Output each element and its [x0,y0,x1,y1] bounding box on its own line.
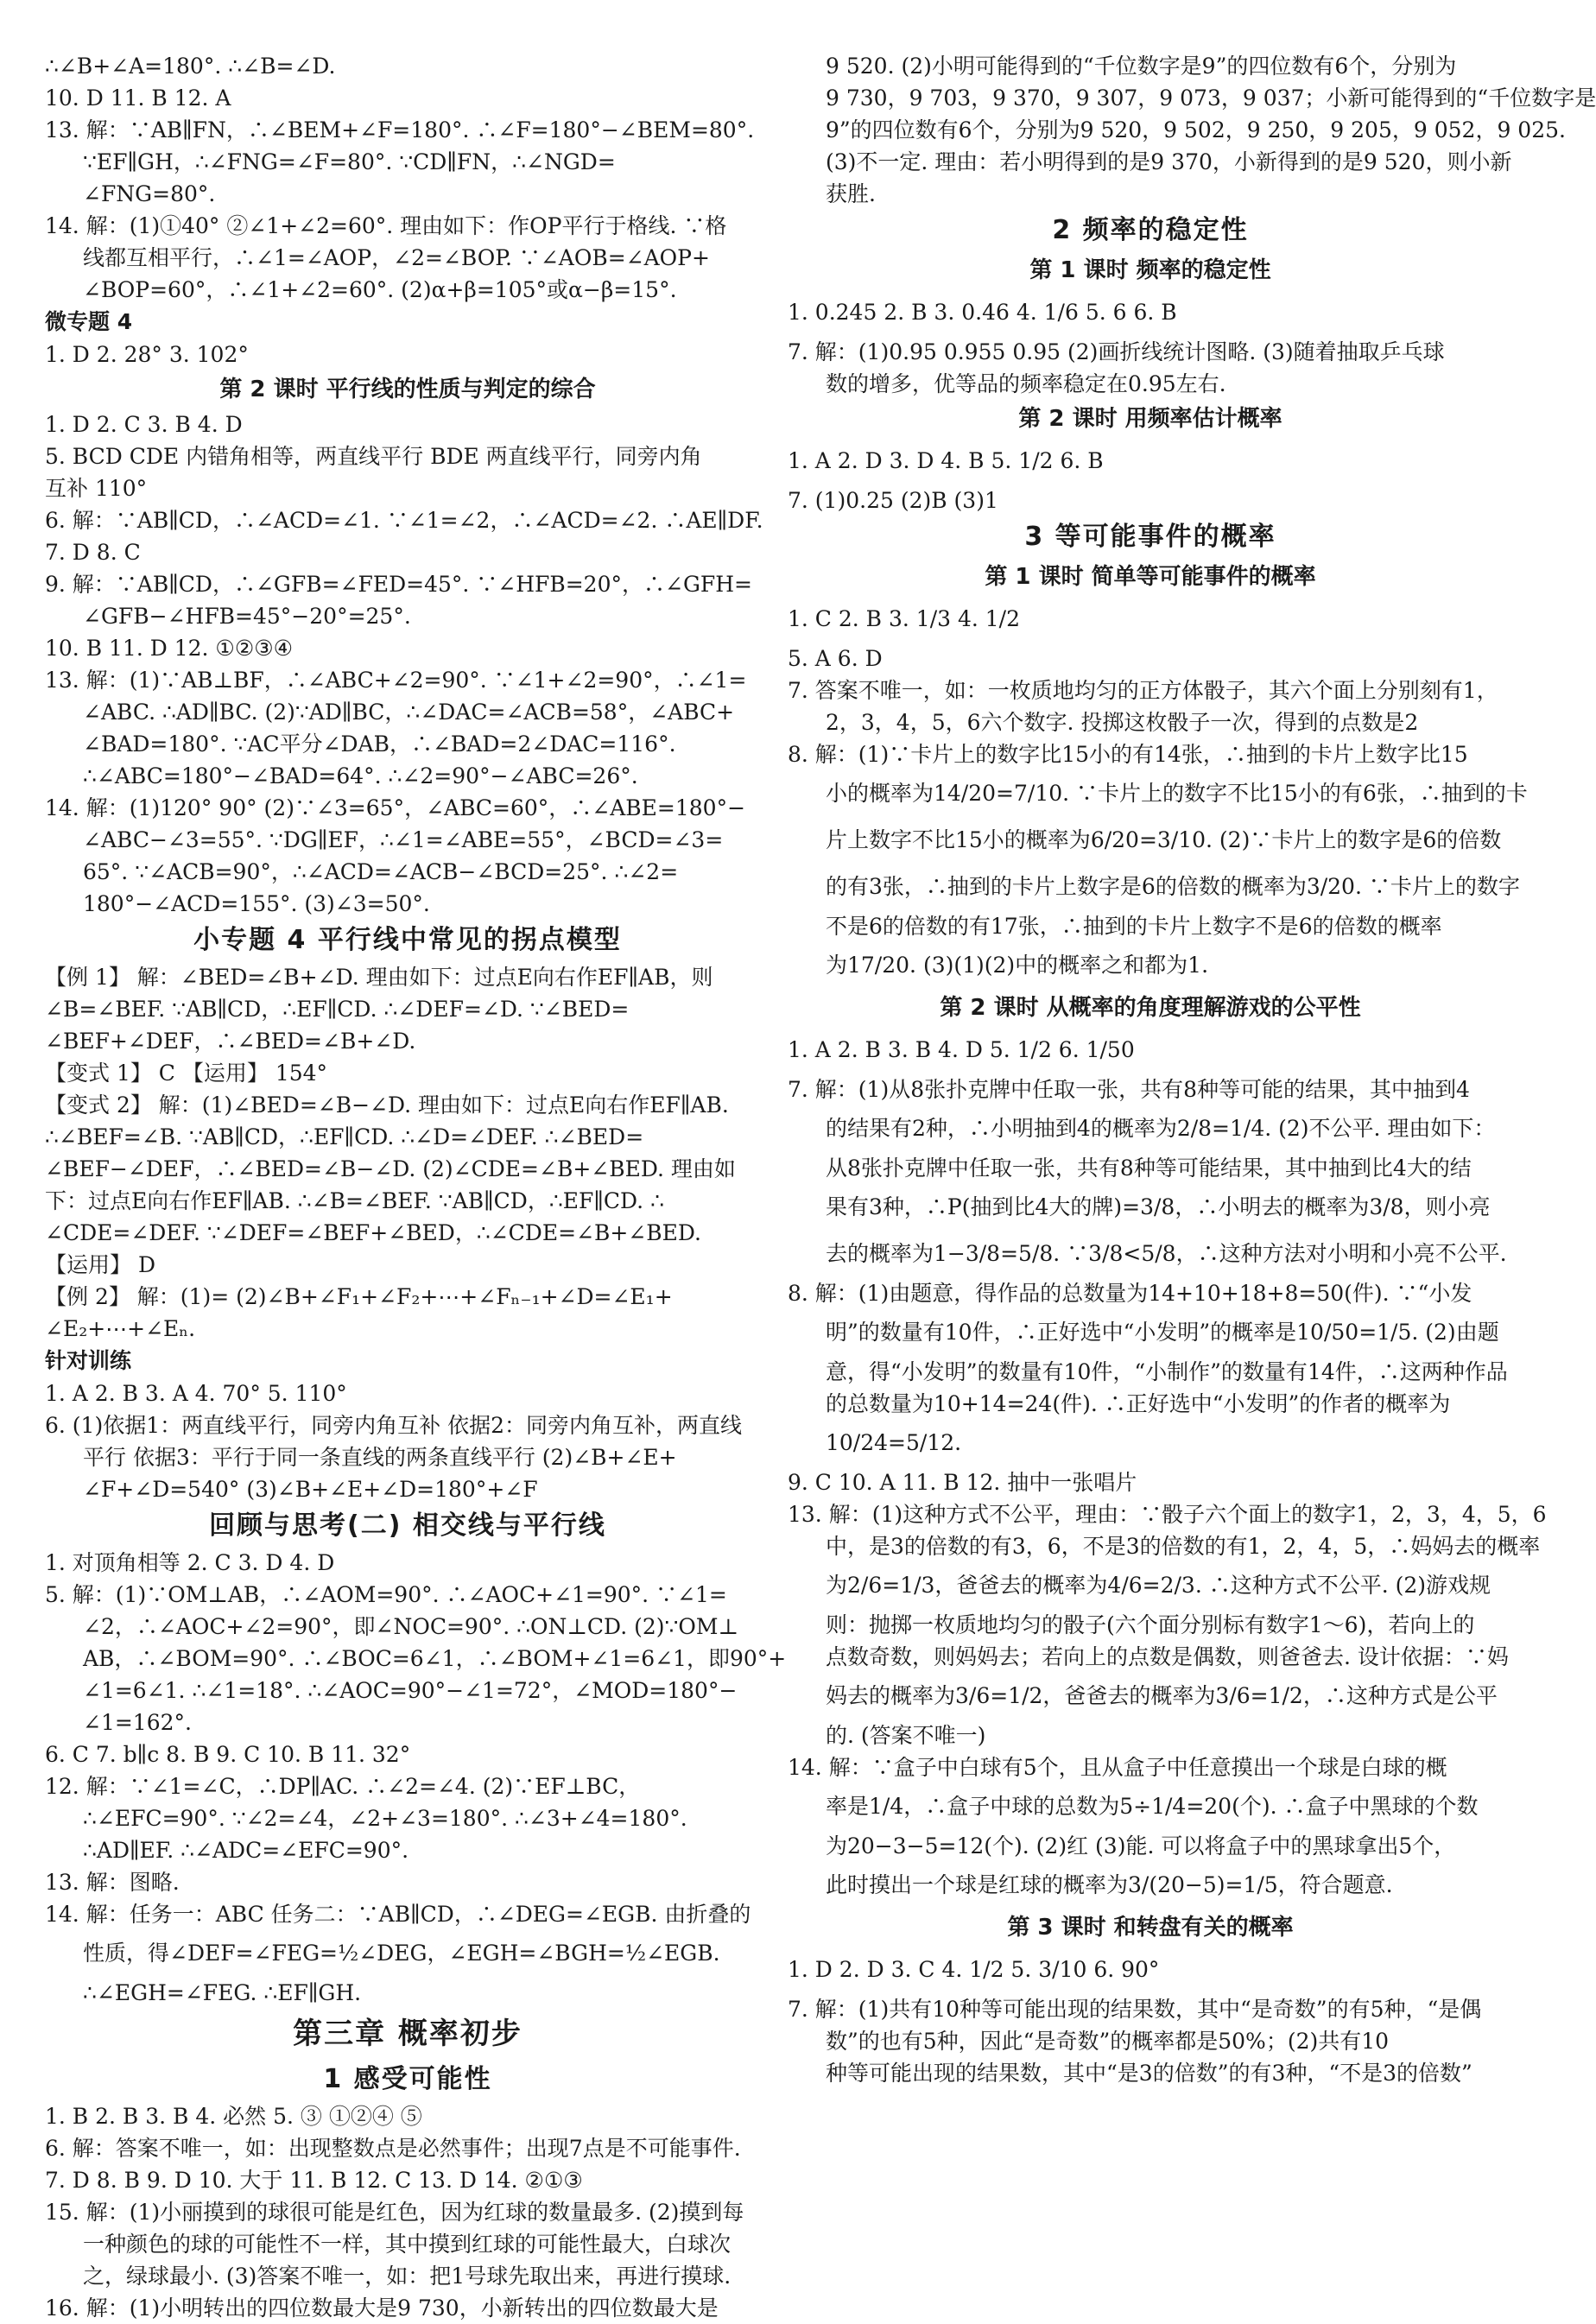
lesson-heading: 第 2 课时 从概率的角度理解游戏的公平性 [940,995,1361,1021]
left-column [45,50,787,2324]
text-line: 明”的数量有10件，∴正好选中“小发明”的概率是10/50=1/5. (2)由题 [826,1320,1499,1345]
text-line: 6. C 7. b∥c 8. B 9. C 10. B 11. 32° [45,1742,411,1767]
text-line: 为20−3−5=12(个). (2)红 (3)能. 可以将盒子中的黑球拿出5个， [826,1833,1456,1859]
text-line: ∠BAD=180°. ∵AC平分∠DAB，∴∠BAD=2∠DAC=116°. [83,731,676,757]
text-line: 6. 解：∵AB∥CD，∴∠ACD=∠1. ∵∠1=∠2，∴∠ACD=∠2. ∴AE∥DF. [45,508,763,533]
text-line: ∠BEF−∠DEF，∴∠BED=∠B−∠D. (2)∠CDE=∠B+∠BED. 理由如 [45,1156,736,1181]
text-line: 的结果有2种，∴小明抽到4的概率为2/8=1/4. (2)不公平. 理由如下： [826,1116,1496,1141]
lesson-heading: 第 2 课时 用频率估计概率 [1018,406,1282,432]
text-line: ∠BEF+∠DEF，∴∠BED=∠B+∠D. [45,1029,416,1054]
text-line: ∠CDE=∠DEF. ∵∠DEF=∠BEF+∠BED，∴∠CDE=∠B+∠BED. [45,1220,701,1245]
text-line: 9. C 10. A 11. B 12. 抽中一张唱片 [788,1470,1137,1495]
text-line: 2，3，4，5，6六个数字. 投掷这枚骰子一次，得到的点数是2 [826,710,1419,735]
text-line: ∴∠B+∠A=180°. ∴∠B=∠D. [45,54,336,79]
text-line: ∠2，∴∠AOC+∠2=90°，即∠NOC=90°. ∴ON⊥CD. (2)∵OM⊥ [83,1614,739,1639]
text-line: 数”的也有5种，因此“是奇数”的概率都是50%；(2)共有10 [826,2029,1390,2054]
text-line: 9 520. (2)小明可能得到的“千位数字是9”的四位数有6个，分别为 [826,54,1457,79]
text-line: 9. 解：∵AB∥CD，∴∠GFB=∠FED=45°. ∵∠HFB=20°，∴∠GFH= [45,572,753,597]
text-line: 片上数字不比15小的概率为6/20=3/10. (2)∵卡片上的数字是6的倍数 [826,827,1502,852]
text-line: 1. D 2. 28° 3. 102° [45,342,249,367]
text-line: 13. 解：(1)∵AB⊥BF，∴∠ABC+∠2=90°. ∵∠1+∠2=90°，∴∠1= [45,668,747,693]
text-line: 的总数量为10+14=24(件). ∴正好选中“小发明”的作者的概率为 [826,1391,1451,1416]
text-line: 为17/20. (3)(1)(2)中的概率之和都为1. [826,953,1209,978]
lesson-heading: 第 3 课时 和转盘有关的概率 [1007,1915,1294,1941]
text-line: 13. 解：(1)这种方式不公平，理由：∵骰子六个面上的数字1，2，3，4，5，6 [788,1502,1547,1527]
text-line: 果有3种，∴P(抽到比4大的牌)=3/8，∴小明去的概率为3/8，则小亮 [826,1194,1491,1219]
text-line: 1. 0.245 2. B 3. 0.46 4. 1/6 5. 6 6. B [788,300,1177,325]
text-line: 一种颜色的球的可能性不一样，其中摸到红球的可能性最大，白球次 [83,2232,732,2257]
text-line: 7. (1)0.25 (2)B (3)1 [788,488,998,513]
text-line: 6. 解：答案不唯一，如：出现整数点是必然事件；出现7点是不可能事件. [45,2136,741,2161]
text-line: 互补 110° [45,476,148,501]
text-line: 则：抛掷一枚质地均匀的骰子(六个面分别标有数字1～6)，若向上的 [826,1612,1475,1637]
text-line: 1. D 2. D 3. C 4. 1/2 5. 3/10 6. 90° [788,1957,1160,1982]
section-heading: 小专题 4 平行线中常见的拐点模型 [193,925,622,955]
text-line: 【变式 2】 解：(1)∠BED=∠B−∠D. 理由如下：过点E向右作EF∥AB. [45,1092,729,1118]
text-line: 7. 解：(1)从8张扑克牌中任取一张，共有8种等可能的结果，其中抽到4 [788,1077,1470,1102]
text-line: ∴∠BEF=∠B. ∵AB∥CD，∴EF∥CD. ∴∠D=∠DEF. ∴∠BED= [45,1124,644,1149]
text-line: 【例 2】 解：(1)= (2)∠B+∠F₁+∠F₂+⋯+∠Fₙ₋₁+∠D=∠E₁+ [45,1284,673,1309]
text-line: 妈去的概率为3/6=1/2，爸爸去的概率为3/6=1/2，∴这种方式是公平 [826,1683,1498,1708]
text-line: 180°−∠ACD=155°. (3)∠3=50°. [83,891,430,916]
text-line: 10. B 11. D 12. ①②③④ [45,636,294,661]
text-line: 10. D 11. B 12. A [45,85,231,111]
text-line: 14. 解：任务一：ABC 任务二：∵AB∥CD，∴∠DEG=∠EGB. 由折叠的 [45,1902,751,1927]
chapter-heading: 第三章 概率初步 [293,2017,522,2051]
text-line: 15. 解：(1)小丽摸到的球很可能是红色，因为红球的数量最多. (2)摸到每 [45,2200,744,2225]
text-line: 性质，得∠DEF=∠FEG=½∠DEG，∠EGH=∠BGH=½∠EGB. [83,1941,720,1966]
sub-heading: 针对训练 [45,1348,132,1373]
text-line: 下：过点E向右作EF∥AB. ∴∠B=∠BEF. ∵AB∥CD，∴EF∥CD. ∴ [45,1188,664,1213]
text-line: ∠ABC−∠3=55°. ∵DG∥EF，∴∠1=∠ABE=55°，∠BCD=∠3= [83,827,724,852]
lesson-heading: 第 1 课时 简单等可能事件的概率 [985,564,1316,590]
text-line: 【运用】 D [45,1252,155,1277]
text-line: ∠F+∠D=540° (3)∠B+∠E+∠D=180°+∠F [83,1477,538,1502]
text-line: 1. C 2. B 3. 1/3 4. 1/2 [788,606,1021,631]
text-line: 7. 解：(1)共有10种等可能出现的结果数，其中“是奇数”的有5种，“是偶 [788,1997,1482,2022]
text-line: 5. A 6. D [788,646,883,671]
text-line: 13. 解：∵AB∥FN，∴∠BEM+∠F=180°. ∴∠F=180°−∠BEM=80°. [45,117,755,142]
text-line: 13. 解：图略. [45,1870,180,1895]
text-line: 1. 对顶角相等 2. C 3. D 4. D [45,1550,335,1575]
text-line: ∠FNG=80°. [83,181,216,206]
text-line: 为2/6=1/3，爸爸去的概率为4/6=2/3. ∴这种方式不公平. (2)游戏规 [826,1573,1492,1598]
text-line: AB，∴∠BOM=90°. ∴∠BOC=6∠1，∴∠BOM+∠1=6∠1，即90°+ [83,1646,787,1671]
text-line: 1. A 2. B 3. B 4. D 5. 1/2 6. 1/50 [788,1037,1135,1062]
text-line: 的. (答案不唯一) [826,1723,986,1748]
text-line: ∴∠ABC=180°−∠BAD=64°. ∴∠2=90°−∠ABC=26°. [83,763,638,788]
section-heading: 3 等可能事件的概率 [1024,522,1276,552]
text-line: 65°. ∵∠ACB=90°，∴∠ACD=∠ACB−∠BCD=25°. ∴∠2= [83,859,679,884]
text-line: 8. 解：(1)∵卡片上的数字比15小的有14张，∴抽到的卡片上数字比15 [788,742,1468,767]
text-line: ∴AD∥EF. ∴∠ADC=∠EFC=90°. [83,1838,409,1863]
text-line: 1. A 2. D 3. D 4. B 5. 1/2 6. B [788,448,1104,473]
text-line: 率是1/4，∴盒子中球的总数为5÷1/4=20(个). ∴盒子中黑球的个数 [826,1794,1479,1819]
right-column [788,50,1596,2089]
text-line: ∵EF∥GH，∴∠FNG=∠F=80°. ∵CD∥FN，∴∠NGD= [83,149,616,174]
text-line: 14. 解：(1)①40° ②∠1+∠2=60°. 理由如下：作OP平行于格线. ∵格 [45,213,727,238]
lesson-heading: 第 1 课时 频率的稳定性 [1029,257,1271,283]
text-line: 9”的四位数有6个，分别为9 520，9 502，9 250，9 205，9 052，9 025. [826,117,1566,142]
text-line: 5. 解：(1)∵OM⊥AB，∴∠AOM=90°. ∴∠AOC+∠1=90°. ∵∠1= [45,1582,727,1607]
text-line: 小的概率为14/20=7/10. ∵卡片上的数字不比15小的有6张，∴抽到的卡 [826,781,1528,806]
text-line: 获胜. [826,181,876,206]
sub-heading: 微专题 4 [45,309,133,334]
text-line: ∠GFB−∠HFB=45°−20°=25°. [83,604,411,629]
section-heading: 1 感受可能性 [323,2064,492,2094]
text-line: ∠BOP=60°，∴∠1+∠2=60°. (2)α+β=105°或α−β=15°. [83,277,677,302]
text-line: 6. (1)依据1：两直线平行，同旁内角互补 依据2：同旁内角互补，两直线 [45,1413,742,1438]
text-line: 的有3张，∴抽到的卡片上数字是6的倍数的概率为3/20. ∵卡片上的数字 [826,874,1520,899]
text-line: ∠1=6∠1. ∴∠1=18°. ∴∠AOC=90°−∠1=72°，∠MOD=180°− [83,1678,738,1703]
text-line: 【例 1】 解：∠BED=∠B+∠D. 理由如下：过点E向右作EF∥AB，则 [45,965,713,990]
section-heading: 回顾与思考(二) 相交线与平行线 [209,1510,606,1541]
text-line: ∠E₂+⋯+∠Eₙ. [45,1316,196,1341]
text-line: 1. D 2. C 3. B 4. D [45,412,243,437]
text-line: 10/24=5/12. [826,1430,962,1455]
text-line: ∠1=162°. [83,1710,192,1735]
text-line: 14. 解：∵盒子中白球有5个，且从盒子中任意摸出一个球是白球的概 [788,1755,1447,1780]
text-line: 14. 解：(1)120° 90° (2)∵∠3=65°，∠ABC=60°，∴∠ABE=180°− [45,795,746,820]
lesson-heading: 第 2 课时 平行线的性质与判定的综合 [219,377,596,402]
text-line: 中，是3的倍数的有3，6，不是3的倍数的有1，2，4，5，∴妈妈去的概率 [826,1534,1541,1559]
text-line: 此时摸出一个球是红球的概率为3/(20−5)=1/5，符合题意. [826,1872,1393,1897]
text-line: 8. 解：(1)由题意，得作品的总数量为14+10+18+8=50(件). ∵“小发 [788,1281,1472,1306]
text-line: 【变式 1】 C 【运用】 154° [45,1061,328,1086]
text-line: 7. 解：(1)0.95 0.955 0.95 (2)画折线统计图略. (3)随着抽取乒乓球 [788,339,1445,364]
text-line: 意，得“小发明”的数量有10件，“小制作”的数量有14件，∴这两种作品 [826,1359,1508,1384]
text-line: 12. 解：∵∠1=∠C，∴DP∥AC. ∴∠2=∠4. (2)∵EF⊥BC， [45,1774,641,1799]
text-line: ∠B=∠BEF. ∵AB∥CD，∴EF∥CD. ∴∠DEF=∠D. ∵∠BED= [45,997,630,1022]
text-line: 7. 答案不唯一，如：一枚质地均匀的正方体骰子，其六个面上分别刻有1， [788,678,1498,703]
text-line: 16. 解：(1)小明转出的四位数最大是9 730，小新转出的四位数最大是 [45,2296,719,2321]
text-line: ∴∠EFC=90°. ∵∠2=∠4，∠2+∠3=180°. ∴∠3+∠4=180°. [83,1806,687,1831]
text-line: 7. D 8. C [45,540,141,565]
text-line: 7. D 8. B 9. D 10. 大于 11. B 12. C 13. D 14. ②①③ [45,2168,583,2193]
text-line: 种等可能出现的结果数，其中“是3的倍数”的有3种，“不是3的倍数” [826,2061,1472,2086]
text-line: 1. B 2. B 3. B 4. 必然 5. ③ ①②④ ⑤ [45,2104,422,2129]
text-line: 5. BCD CDE 内错角相等，两直线平行 BDE 两直线平行，同旁内角 [45,444,702,469]
text-line: 点数奇数，则妈妈去；若向上的点数是偶数，则爸爸去. 设计依据：∵妈 [826,1644,1509,1669]
text-line: 9 730，9 703，9 370，9 307，9 073，9 037；小新可能得到的“千位数字是 [826,85,1596,111]
text-line: 从8张扑克牌中任取一张，共有8种等可能结果，其中抽到比4大的结 [826,1156,1472,1181]
text-line: 平行 依据3：平行于同一条直线的两条直线平行 (2)∠B+∠E+ [83,1445,677,1470]
text-line: ∠ABC. ∴AD∥BC. (2)∵AD∥BC，∴∠DAC=∠ACB=58°，∠ABC+ [83,700,735,725]
text-line: 数的增多，优等品的频率稳定在0.95左右. [826,371,1226,396]
text-line: 去的概率为1−3/8=5/8. ∵3/8<5/8，∴这种方法对小明和小亮不公平. [826,1241,1507,1266]
text-line: (3)不一定. 理由：若小明得到的是9 370，小新得到的是9 520，则小新 [826,149,1512,174]
text-line: ∴∠EGH=∠FEG. ∴EF∥GH. [83,1980,362,2005]
section-heading: 2 频率的稳定性 [1052,215,1249,245]
text-line: 之，绿球最小. (3)答案不唯一，如：把1号球先取出来，再进行摸球. [83,2264,732,2289]
text-line: 不是6的倍数的有17张，∴抽到的卡片上数字不是6的倍数的概率 [826,914,1442,939]
text-line: 线都互相平行，∴∠1=∠AOP，∠2=∠BOP. ∵∠AOB=∠AOP+ [83,245,710,270]
text-line: 1. A 2. B 3. A 4. 70° 5. 110° [45,1381,347,1406]
